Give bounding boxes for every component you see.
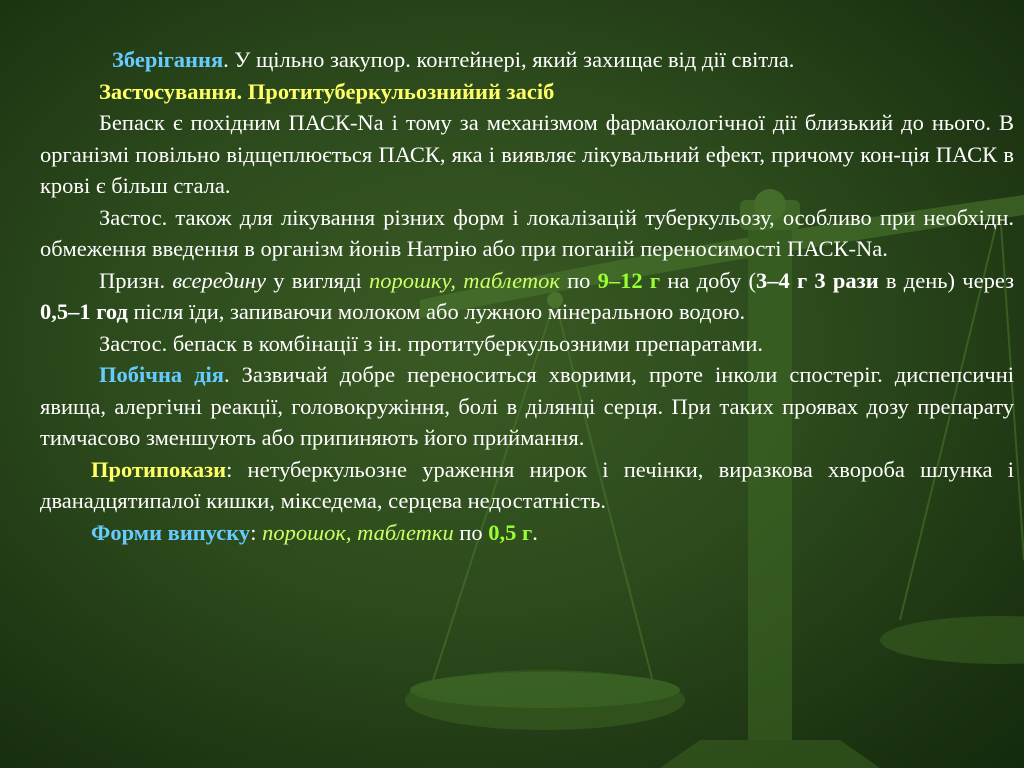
also-used-paragraph: Застос. також для лікування різних форм і локалізацій туберкульозу, особливо при необхідн. обмеження введення в організм йонів Натрію або при поганій переносимості ПАСК-Na. (40, 204, 1014, 261)
release-forms-end: . (532, 519, 538, 545)
dosage-text-5: після їди, запиваючи молоком або лужною мінеральною водою. (127, 299, 746, 324)
storage-text: . У щільно закупор. контейнері, який захищає від дії світла. (223, 47, 795, 72)
dosage-prefix: Призн. (99, 267, 173, 293)
contraindications-paragraph (40, 454, 1014, 517)
dosage-times: 3–4 г 3 рази (755, 267, 879, 293)
dosage-form-tablets: таблеток (463, 267, 560, 293)
dosage-route: всередину (172, 267, 266, 293)
dosage-interval: 0,5–1 год (40, 299, 128, 324)
release-forms-dose: 0,5 г (488, 519, 533, 545)
release-forms-heading: Форми випуску (91, 519, 251, 545)
bepask-paragraph: Бепаск є похідним ПАСК-Na і тому за механізмом фармакологічної дії близький до нього. В організмі повільно відщеплюється ПАСК, яка і виявляє лікувальний ефект, причому кон-ція ПАСК в крові є більш стала. (40, 110, 1014, 198)
contraindications-text: : нетуберкульозне ураження нирок і печінки, виразкова хвороба шлунка і дванадцятипалої кишки, мікседема, серцева недостатність. (40, 456, 1014, 513)
dosage-form-powder: порошку (368, 267, 451, 293)
dosage-paragraph (40, 265, 1014, 328)
contraindications-heading: Протипокази (91, 456, 227, 482)
release-forms-separator: , (345, 519, 358, 545)
dosage-text-3: на добу ( (660, 267, 756, 293)
dosage-text-1: у вигляді (265, 267, 369, 293)
release-form-tablets: таблетки (357, 519, 454, 545)
side-effects-text: . Зазвичай добре переноситься хворими, проте інколи спостеріг. диспепсичні явища, алергічні реакції, головокружіння, болі в ділянці серця. При таких проявах дозу препарату тимчасово зменшують або припиняють його приймання. (40, 362, 1014, 450)
combination-paragraph: Застос. бепаск в комбінації з ін. протитуберкульозними препаратами. (99, 330, 764, 356)
dosage-separator: , (450, 267, 464, 293)
side-effects-heading: Побічна дія (99, 362, 224, 387)
release-forms-colon: : (250, 519, 263, 545)
dosage-text-4: в день) через (878, 267, 1014, 293)
usage-heading: Застосування. Протитуберкульознийий засіб (99, 78, 555, 104)
dosage-daily-dose: 9–12 г (597, 267, 661, 293)
side-effects-paragraph (40, 359, 1014, 454)
dosage-text-2: по (559, 267, 598, 293)
release-forms-paragraph (40, 517, 1014, 549)
slide-body (40, 44, 1014, 548)
usage-paragraph (40, 76, 1014, 108)
release-form-powder: порошок (262, 519, 346, 545)
storage-paragraph (40, 44, 1014, 76)
release-forms-text: по (453, 519, 489, 545)
storage-heading: Зберігання (112, 47, 224, 72)
